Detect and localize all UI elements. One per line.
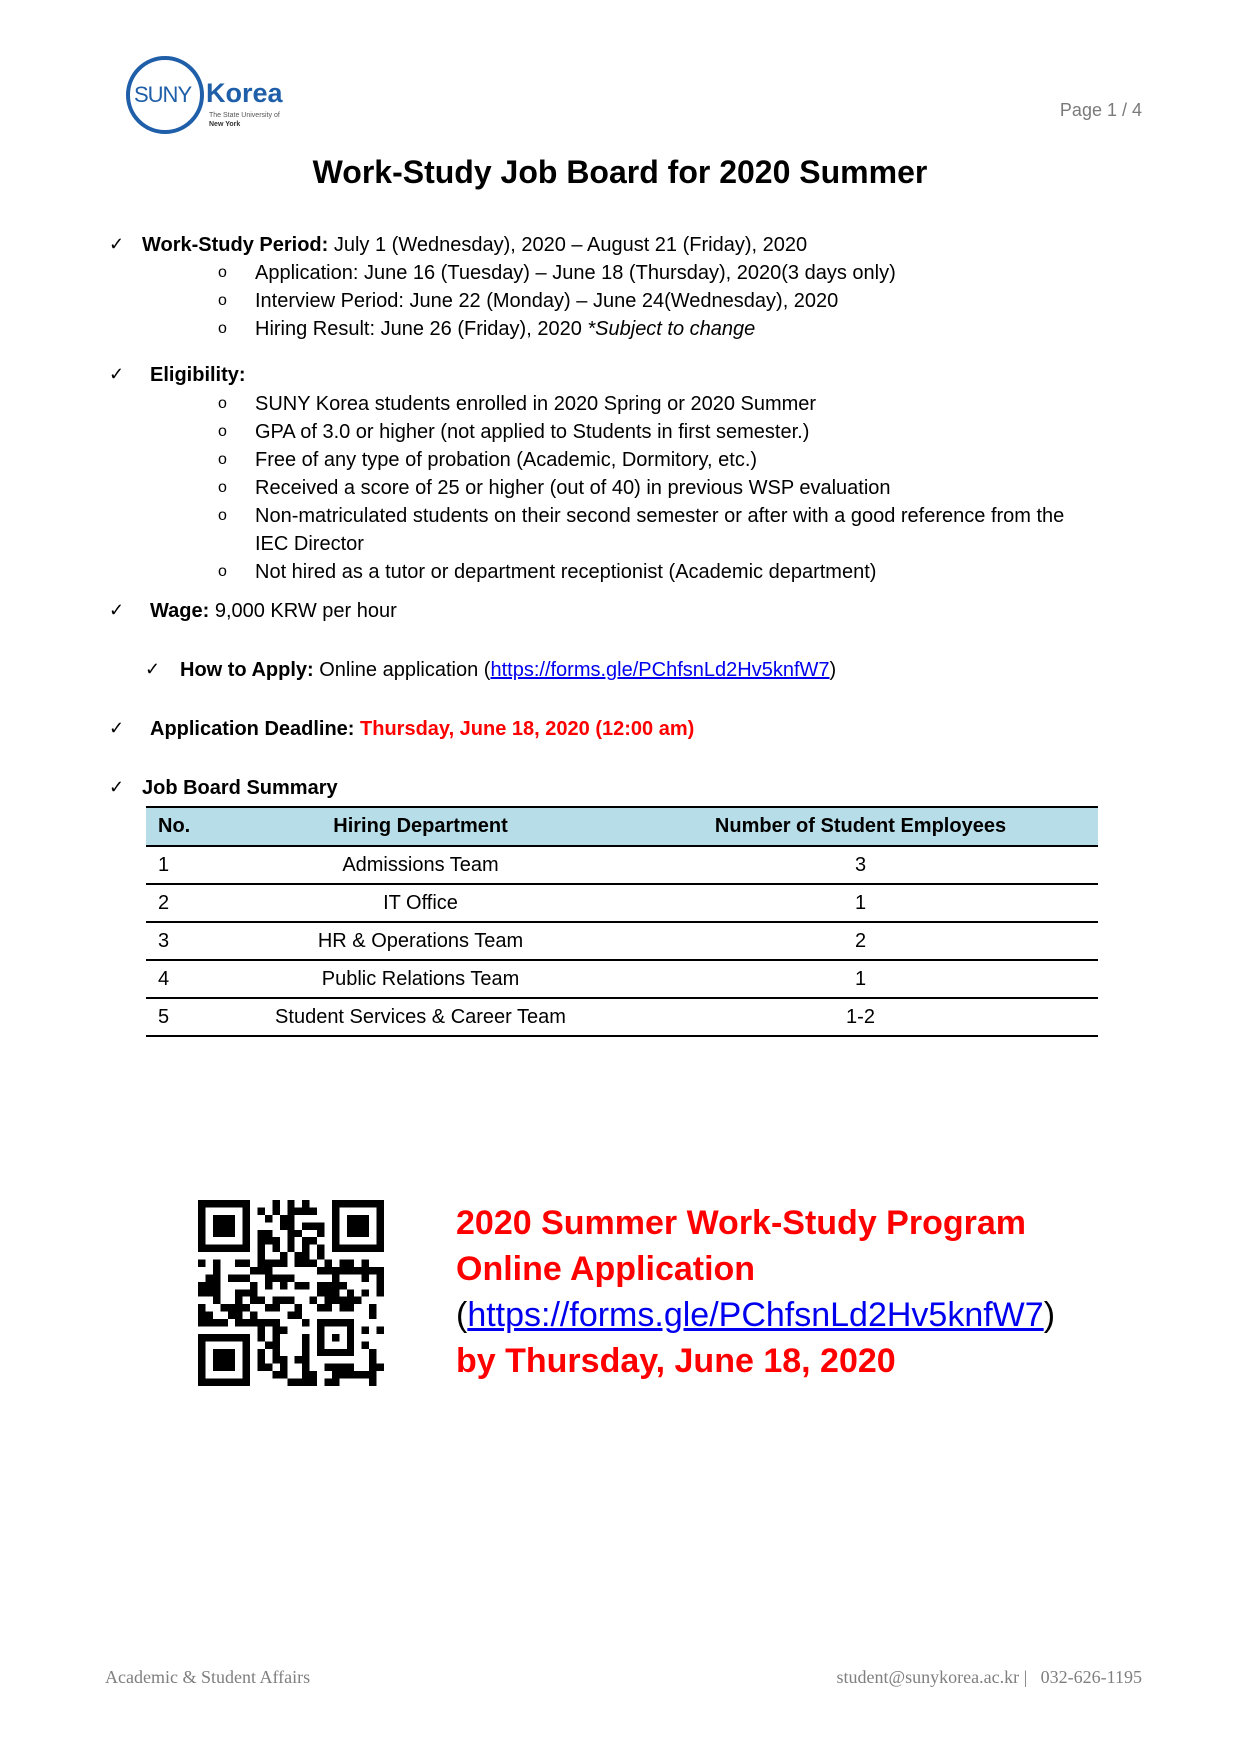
bullet-icon: o [218, 563, 227, 580]
qr-module [213, 1289, 220, 1296]
qr-module [205, 1319, 212, 1326]
qr-module [243, 1274, 250, 1281]
qr-module [250, 1297, 257, 1304]
qr-module [317, 1252, 324, 1259]
bullet-icon: o [218, 479, 227, 496]
qr-module [272, 1334, 279, 1341]
qr-module [280, 1252, 287, 1259]
qr-module [265, 1282, 272, 1289]
qr-module [205, 1282, 212, 1289]
qr-module [265, 1267, 272, 1274]
qr-module [324, 1297, 331, 1304]
qr-module [272, 1207, 279, 1214]
table-row [146, 922, 1098, 960]
qr-module [310, 1222, 317, 1229]
qr-module [295, 1356, 302, 1363]
qr-module [317, 1304, 324, 1311]
page-indicator: Page 1 / 4 [1059, 100, 1142, 120]
qr-module [280, 1215, 287, 1222]
qr-module [302, 1364, 309, 1371]
qr-module [243, 1304, 250, 1311]
qr-module [324, 1364, 331, 1371]
qr-module [362, 1274, 369, 1281]
qr-module [362, 1260, 369, 1267]
eligibility-item: SUNY Korea students enrolled in 2020 Spring or 2020 Summer [255, 393, 817, 415]
qr-module [317, 1230, 324, 1237]
qr-module [295, 1260, 302, 1267]
qr-module [369, 1304, 376, 1311]
qr-module [228, 1304, 235, 1311]
qr-module [310, 1237, 317, 1244]
qr-module [280, 1371, 287, 1378]
qr-module [272, 1371, 279, 1378]
qr-module [302, 1237, 309, 1244]
qr-module [287, 1274, 294, 1281]
qr-module [347, 1364, 354, 1371]
qr-module [287, 1312, 294, 1319]
qr-module [354, 1267, 361, 1274]
qr-module [205, 1274, 212, 1281]
qr-module [369, 1379, 376, 1386]
qr-module [324, 1304, 331, 1311]
footer-contact: student@sunykorea.ac.kr | 032-626-1195 [836, 1667, 1142, 1687]
qr-module [213, 1319, 220, 1326]
qr-module [302, 1282, 309, 1289]
logo-name: Korea [206, 78, 283, 108]
qr-module [235, 1289, 242, 1296]
logo-subtitle: The State University of [209, 112, 280, 119]
qr-module [332, 1274, 339, 1281]
qr-module [220, 1319, 227, 1326]
qr-module [258, 1237, 265, 1244]
qr-module [280, 1282, 287, 1289]
qr-module [250, 1319, 257, 1326]
cell-no: 5 [158, 1005, 170, 1028]
qr-module [265, 1215, 272, 1222]
qr-module [258, 1207, 265, 1214]
qr-module [205, 1312, 212, 1319]
qr-module [287, 1222, 294, 1229]
cell-employees: 2 [854, 929, 867, 952]
qr-module [235, 1274, 242, 1281]
promo-link[interactable]: https://forms.gle/PChfsnLd2Hv5knfW7 [467, 1296, 1044, 1334]
qr-module [295, 1379, 302, 1386]
qr-module [235, 1319, 242, 1326]
qr-module [287, 1215, 294, 1222]
qr-module [258, 1230, 265, 1237]
qr-module [369, 1267, 376, 1274]
qr-module [272, 1297, 279, 1304]
check-icon: ✓ [109, 718, 125, 738]
qr-module [235, 1312, 242, 1319]
qr-module [295, 1282, 302, 1289]
qr-module [258, 1364, 265, 1371]
qr-module [213, 1297, 220, 1304]
bullet-icon: o [218, 423, 227, 440]
qr-module [213, 1282, 220, 1289]
qr-module [272, 1245, 279, 1252]
qr-module [377, 1364, 384, 1371]
column-header-department: Hiring Department [218, 807, 623, 846]
qr-module [302, 1341, 309, 1348]
qr-module [369, 1356, 376, 1363]
promo-link-line [456, 1292, 1055, 1338]
deadline-line [150, 718, 694, 741]
qr-module [324, 1260, 331, 1267]
cell-department: IT Office [383, 891, 458, 914]
cell-department: Public Relations Team [321, 967, 520, 990]
apply-prefix: Online application ( [313, 659, 491, 681]
apply-suffix: ) [829, 659, 837, 681]
qr-module [265, 1230, 272, 1237]
qr-module [332, 1282, 339, 1289]
qr-module [302, 1349, 309, 1356]
footer-department: Academic & Student Affairs [105, 1667, 311, 1687]
qr-module [220, 1304, 227, 1311]
qr-module [362, 1267, 369, 1274]
qr-module [362, 1289, 369, 1296]
bullet-icon: o [218, 507, 227, 524]
qr-module [250, 1282, 257, 1289]
qr-module [258, 1349, 265, 1356]
qr-module [377, 1267, 384, 1274]
qr-alignment-center [332, 1334, 339, 1341]
qr-module [347, 1267, 354, 1274]
qr-module [287, 1379, 294, 1386]
bullet-icon: o [218, 395, 227, 412]
qr-module [258, 1319, 265, 1326]
qr-module [280, 1260, 287, 1267]
qr-module [302, 1252, 309, 1259]
promo-block [456, 1200, 1055, 1384]
period-line [142, 234, 807, 257]
column-header-no: No. [146, 807, 218, 846]
wage-value: 9,000 KRW per hour [209, 600, 397, 622]
qr-module [332, 1289, 339, 1296]
suny-korea-logo [126, 56, 296, 142]
qr-module [332, 1297, 339, 1304]
table-row [146, 998, 1098, 1036]
qr-module [272, 1237, 279, 1244]
qr-module [317, 1267, 324, 1274]
qr-module [302, 1207, 309, 1214]
qr-module [369, 1349, 376, 1356]
qr-module [265, 1260, 272, 1267]
check-icon: ✓ [109, 600, 125, 620]
qr-module [272, 1341, 279, 1348]
qr-module [198, 1282, 205, 1289]
period-item [255, 318, 755, 341]
qr-module [250, 1267, 257, 1274]
qr-module [243, 1319, 250, 1326]
qr-module [272, 1260, 279, 1267]
eligibility-item: GPA of 3.0 or higher (not applied to Students in first semester.) [255, 421, 810, 443]
cell-employees: 3 [854, 853, 867, 876]
qr-module [339, 1371, 346, 1378]
qr-module [243, 1289, 250, 1296]
qr-module [265, 1319, 272, 1326]
period-item: Application: June 16 (Tuesday) – June 18 (Thursday), 2020(3 days only) [255, 262, 896, 284]
qr-module [228, 1312, 235, 1319]
qr-module [310, 1207, 317, 1214]
qr-module [198, 1319, 205, 1326]
logo-mark: SUNY [134, 82, 192, 107]
qr-finder-center [213, 1215, 235, 1237]
qr-module [295, 1207, 302, 1214]
qr-module [198, 1312, 205, 1319]
qr-module [258, 1245, 265, 1252]
qr-module [272, 1274, 279, 1281]
qr-module [332, 1364, 339, 1371]
qr-module [213, 1260, 220, 1267]
bullet-icon: o [218, 451, 227, 468]
qr-module [302, 1260, 309, 1267]
qr-module [235, 1304, 242, 1311]
qr-module [302, 1200, 309, 1207]
qr-module [310, 1297, 317, 1304]
qr-module [347, 1304, 354, 1311]
cell-employees: 1 [854, 967, 867, 990]
qr-module [377, 1326, 384, 1333]
qr-module [265, 1237, 272, 1244]
cell-department: HR & Operations Team [317, 929, 524, 952]
qr-module [258, 1267, 265, 1274]
promo-title: 2020 Summer Work-Study Program [456, 1204, 1026, 1242]
qr-module [272, 1349, 279, 1356]
bullet-icon: o [218, 264, 227, 281]
qr-module [258, 1326, 265, 1333]
logo-subtitle-2: New York [209, 121, 241, 128]
qr-module [339, 1260, 346, 1267]
column-header-employees: Number of Student Employees [623, 807, 1098, 846]
cell-employees: 1 [854, 891, 867, 914]
apply-label: How to Apply: [180, 659, 314, 681]
qr-module [280, 1364, 287, 1371]
period-item: Interview Period: June 22 (Monday) – June 24(Wednesday), 2020 [255, 290, 839, 312]
eligibility-label-text: Eligibility: [150, 364, 246, 386]
qr-module [287, 1237, 294, 1244]
cell-no: 1 [158, 853, 170, 876]
eligibility-item: Non-matriculated students on their second semester or after with a good reference from the [255, 505, 1065, 527]
qr-module [213, 1274, 220, 1281]
cell-employees: 1-2 [846, 1005, 875, 1028]
qr-module [347, 1289, 354, 1296]
apply-link[interactable]: https://forms.gle/PChfsnLd2Hv5knfW7 [490, 659, 830, 681]
qr-module [272, 1356, 279, 1363]
qr-module [265, 1341, 272, 1348]
qr-module [258, 1334, 265, 1341]
qr-finder-center [347, 1215, 369, 1237]
qr-module [332, 1267, 339, 1274]
hiring-result: Hiring Result: June 26 (Friday), 2020 [255, 318, 588, 340]
qr-module [302, 1334, 309, 1341]
qr-module [295, 1252, 302, 1259]
qr-module [295, 1312, 302, 1319]
qr-module [310, 1371, 317, 1378]
qr-module [228, 1274, 235, 1281]
qr-module [302, 1319, 309, 1326]
qr-module [272, 1319, 279, 1326]
qr-module [339, 1364, 346, 1371]
qr-code-icon[interactable] [198, 1200, 384, 1386]
check-icon: ✓ [109, 364, 125, 384]
qr-module [272, 1304, 279, 1311]
bullet-icon: o [218, 292, 227, 309]
qr-finder-center [213, 1349, 235, 1371]
job-board-table [146, 806, 1098, 1037]
qr-module [280, 1326, 287, 1333]
qr-module [310, 1260, 317, 1267]
page-title: Work-Study Job Board for 2020 Summer [312, 154, 928, 190]
qr-module [377, 1274, 384, 1281]
qr-module [324, 1289, 331, 1296]
qr-module [302, 1379, 309, 1386]
qr-module [324, 1267, 331, 1274]
qr-module [265, 1304, 272, 1311]
qr-module [347, 1260, 354, 1267]
deadline-value: Thursday, June 18, 2020 (12:00 am) [360, 718, 695, 740]
cell-no: 3 [158, 929, 170, 952]
qr-module [354, 1371, 361, 1378]
qr-module [287, 1230, 294, 1237]
qr-module [198, 1304, 205, 1311]
qr-module [310, 1379, 317, 1386]
qr-module [332, 1371, 339, 1378]
check-icon: ✓ [145, 659, 161, 679]
eligibility-item: Not hired as a tutor or department receptionist (Academic department) [255, 561, 877, 583]
qr-module [317, 1289, 324, 1296]
qr-module [243, 1260, 250, 1267]
qr-module [265, 1364, 272, 1371]
qr-module [280, 1274, 287, 1281]
qr-module [272, 1200, 279, 1207]
qr-module [258, 1297, 265, 1304]
qr-module [377, 1289, 384, 1296]
promo-deadline: by Thursday, June 18, 2020 [456, 1342, 896, 1380]
qr-code-graphic [198, 1200, 384, 1386]
check-icon: ✓ [109, 777, 125, 797]
hiring-note: *Subject to change [587, 318, 756, 340]
qr-module [213, 1267, 220, 1274]
qr-module [258, 1260, 265, 1267]
qr-module [198, 1260, 205, 1267]
cell-no: 2 [158, 891, 170, 914]
table-row [146, 846, 1098, 884]
qr-module [198, 1289, 205, 1296]
qr-module [235, 1297, 242, 1304]
qr-module [369, 1371, 376, 1378]
period-value: July 1 (Wednesday), 2020 – August 21 (Friday), 2020 [328, 234, 808, 256]
qr-module [332, 1379, 339, 1386]
cell-department: Admissions Team [342, 853, 499, 876]
wage-line [150, 600, 397, 623]
qr-module [347, 1371, 354, 1378]
cell-department: Student Services & Career Team [275, 1005, 566, 1028]
eligibility-item: Received a score of 25 or higher (out of 40) in previous WSP evaluation [255, 477, 891, 499]
summary-label-text: Job Board Summary [142, 777, 338, 799]
qr-module [287, 1245, 294, 1252]
qr-module [265, 1274, 272, 1281]
qr-module [205, 1289, 212, 1296]
qr-module [250, 1312, 257, 1319]
qr-module [377, 1282, 384, 1289]
eligibility-label [150, 364, 246, 387]
qr-module [280, 1222, 287, 1229]
table-row [146, 960, 1098, 998]
table-row [146, 884, 1098, 922]
deadline-label: Application Deadline: [150, 718, 361, 740]
qr-module [302, 1371, 309, 1378]
qr-module [258, 1356, 265, 1363]
qr-module [272, 1326, 279, 1333]
qr-module [339, 1297, 346, 1304]
check-icon: ✓ [109, 234, 125, 254]
qr-module [235, 1260, 242, 1267]
qr-module [362, 1326, 369, 1333]
qr-module [287, 1297, 294, 1304]
wage-label: Wage: [150, 600, 210, 622]
period-label: Work-Study Period: [142, 234, 329, 256]
qr-module [280, 1297, 287, 1304]
qr-module [339, 1282, 346, 1289]
promo-subtitle: Online Application [456, 1250, 756, 1288]
qr-module [347, 1297, 354, 1304]
summary-label [142, 777, 338, 800]
qr-module [317, 1222, 324, 1229]
qr-module [362, 1371, 369, 1378]
qr-module [302, 1356, 309, 1363]
cell-no: 4 [158, 967, 170, 990]
bullet-icon: o [218, 320, 227, 337]
promo-paren-close: ) [1043, 1296, 1056, 1334]
qr-module [324, 1282, 331, 1289]
promo-paren-open: ( [456, 1296, 468, 1334]
qr-module [302, 1245, 309, 1252]
qr-module [324, 1379, 331, 1386]
qr-module [287, 1207, 294, 1214]
eligibility-item: Free of any type of probation (Academic, Dormitory, etc.) [255, 449, 758, 471]
qr-module [250, 1289, 257, 1296]
qr-module [339, 1267, 346, 1274]
qr-module [354, 1297, 361, 1304]
table-header-row [146, 807, 1098, 846]
qr-module [295, 1230, 302, 1237]
apply-line [180, 659, 836, 682]
eligibility-item-continued: IEC Director [255, 533, 364, 555]
qr-module [317, 1282, 324, 1289]
qr-module [280, 1356, 287, 1363]
qr-module [369, 1364, 376, 1371]
qr-module [369, 1312, 376, 1319]
qr-module [287, 1200, 294, 1207]
qr-module [258, 1252, 265, 1259]
qr-module [362, 1341, 369, 1348]
qr-module [295, 1304, 302, 1311]
qr-module [302, 1222, 309, 1229]
qr-module [317, 1245, 324, 1252]
qr-module [339, 1304, 346, 1311]
